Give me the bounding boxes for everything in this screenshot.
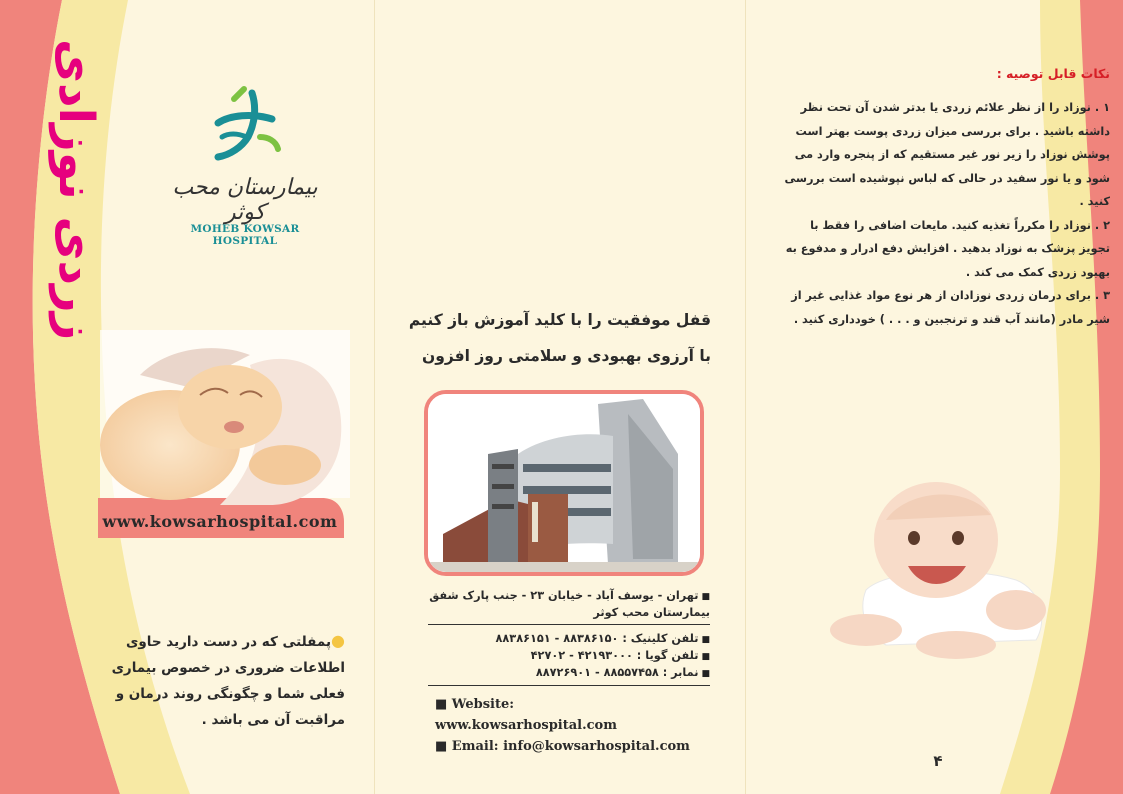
web-email-block — [435, 694, 695, 757]
contact-divider — [428, 685, 710, 686]
tip-item-3: ۳ . برای درمان زردی نوزادان از هر نوع مواد غذایی غیر از شیر مادر (مانند آب قند و ترنجبین و . . . ) خودداری کنید . — [791, 289, 1110, 326]
email-line[interactable]: ■ Email: info@kowsarhospital.com — [435, 739, 690, 754]
bullet-dot-icon: ● — [331, 631, 345, 650]
logo-name-en: MOHEB KOWSAR HOSPITAL — [190, 223, 300, 247]
building-illustration — [428, 394, 700, 572]
page-number: ۴ — [933, 752, 943, 770]
tip-item-2: ۲ . نوزاد را مکرراً تغذیه کنید. مایعات اضافی را فقط با تجویز پزشک به نوزاد بدهید . افزایش دفع ادرار و مدفوع به بهبود زردی کمک می کند . — [785, 218, 1110, 279]
slogan-line-1: قفل موفقیت را با کلید آموزش باز کنیم — [408, 311, 711, 329]
logo-mark-icon — [160, 85, 330, 175]
website-line[interactable]: ■ Website: www.kowsarhospital.com — [435, 697, 617, 733]
intro-paragraph — [95, 628, 345, 733]
hospital-logo — [160, 85, 330, 245]
intro-text: پمفلتی که در دست دارید حاوی اطلاعات ضروری در خصوص بیماری فعلی شما و چگونگی روند درمان و مراقبت آن می باشد . — [111, 634, 345, 728]
square-bullet-icon: ■ — [701, 669, 710, 679]
speaking-phone: ■تلفن گویا : ۴۲۱۹۳۰۰۰ - ۴۲۷۰۲ — [530, 649, 710, 662]
hospital-building-photo — [424, 390, 704, 576]
address-line-1: ■تهران - یوسف آباد - خیابان ۲۳ - جنب پارک شفق — [429, 589, 710, 602]
contact-info — [428, 588, 710, 692]
newborn-photo — [100, 335, 350, 510]
clinic-phone: ■تلفن کلینیک : ۸۸۳۸۶۱۵۰ - ۸۸۳۸۶۱۵۱ — [495, 632, 710, 645]
tip-item-1: ۱ . نوزاد را از نظر علائم زردی یا بدتر شدن آن تحت نظر داشته باشید . برای بررسی میزان زردی پوست بهتر است پوشش نوزاد را زیر نور غیر مستقیم که از پنجره وارد می شود و یا نور سفید در حالی که لباس نپوشیده است بررسی کنید . — [784, 101, 1110, 208]
brochure-title: زردی نوزادی — [48, 38, 104, 340]
square-bullet-icon: ■ — [701, 592, 710, 602]
address-line-2: بیمارستان محب کوثر — [593, 606, 710, 619]
tips-heading: نکات قابل توصیه : — [996, 66, 1110, 81]
fax-number: ■نمابر : ۸۸۵۵۷۴۵۸ - ۸۸۷۲۶۹۰۱ — [535, 666, 710, 679]
slogan-line-2: با آرزوی بهبودی و سلامتی روز افزون — [422, 347, 711, 365]
contact-divider — [428, 624, 710, 625]
tips-list — [780, 96, 1110, 331]
slogan — [395, 302, 711, 374]
smiling-baby-photo — [826, 470, 1056, 670]
square-bullet-icon: ■ — [701, 635, 710, 645]
website-link[interactable]: www.kowsarhospital.com — [102, 512, 338, 531]
square-bullet-icon: ■ — [701, 652, 710, 662]
logo-name-fa: بیمارستان محب کوثر — [172, 175, 318, 225]
